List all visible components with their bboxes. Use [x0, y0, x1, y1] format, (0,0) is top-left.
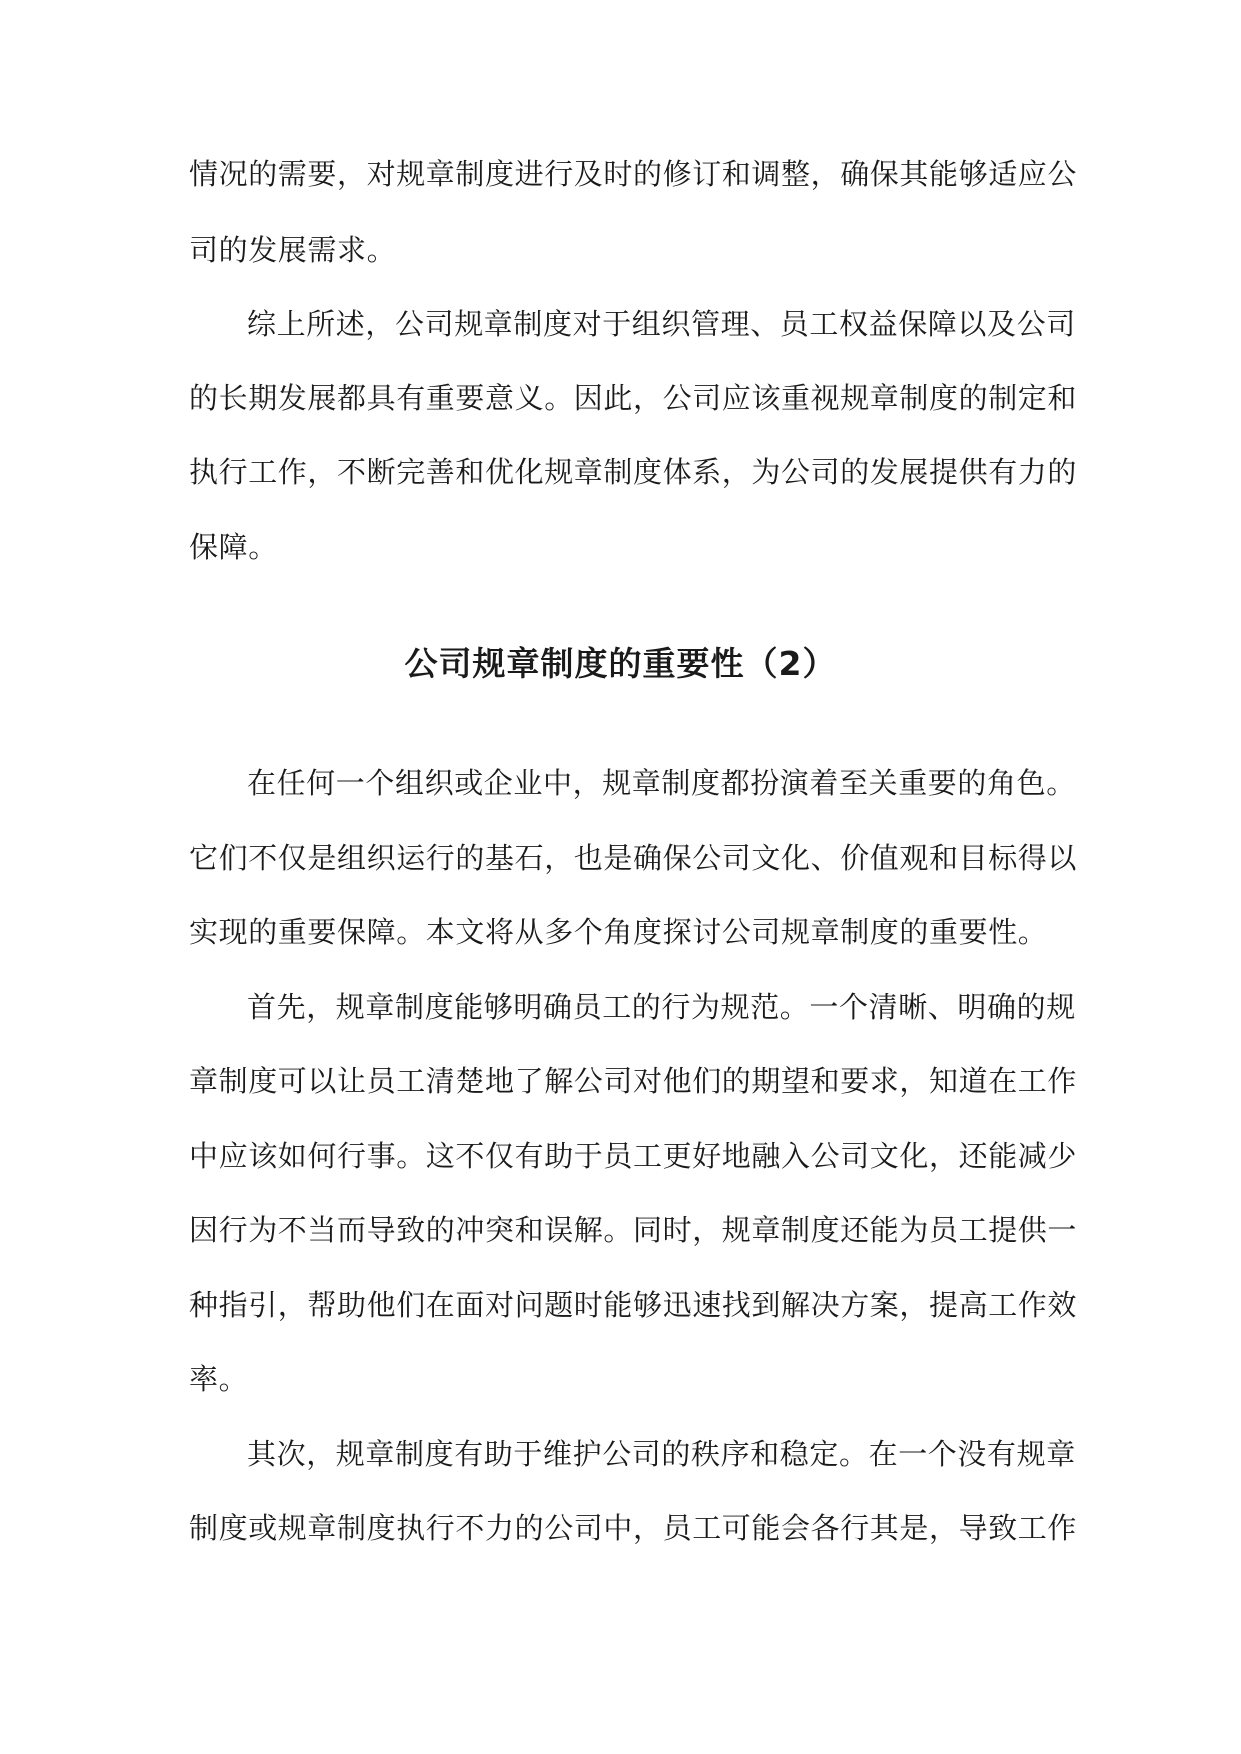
body-text-line: 章制度可以让员工清楚地了解公司对他们的期望和要求，知道在工作: [189, 1064, 1078, 1098]
body-text-line: 的长期发展都具有重要意义。因此，公司应该重视规章制度的制定和: [189, 381, 1078, 415]
section-title: 公司规章制度的重要性（2）: [404, 644, 837, 683]
body-text-line: 在任何一个组织或企业中，规章制度都扮演着至关重要的角色。: [247, 766, 1076, 800]
body-text-line: 它们不仅是组织运行的基石，也是确保公司文化、价值观和目标得以: [189, 841, 1078, 875]
body-text-line: 制度或规章制度执行不力的公司中，员工可能会各行其是，导致工作: [189, 1511, 1078, 1545]
body-text-line: 执行工作，不断完善和优化规章制度体系，为公司的发展提供有力的: [189, 455, 1078, 489]
body-text-line: 综上所述，公司规章制度对于组织管理、员工权益保障以及公司: [247, 307, 1076, 341]
body-text-line: 其次，规章制度有助于维护公司的秩序和稳定。在一个没有规章: [247, 1437, 1076, 1471]
body-text-line: 实现的重要保障。本文将从多个角度探讨公司规章制度的重要性。: [189, 915, 1048, 949]
body-text-line: 种指引，帮助他们在面对问题时能够迅速找到解决方案，提高工作效: [189, 1288, 1078, 1322]
body-text-line: 中应该如何行事。这不仅有助于员工更好地融入公司文化，还能减少: [189, 1139, 1078, 1173]
body-text-line: 率。: [189, 1362, 249, 1396]
body-text-line: 因行为不当而导致的冲突和误解。同时，规章制度还能为员工提供一: [189, 1213, 1078, 1247]
body-text-line: 司的发展需求。: [189, 233, 397, 267]
body-text-line: 首先，规章制度能够明确员工的行为规范。一个清晰、明确的规: [247, 990, 1076, 1024]
body-text-line: 保障。: [189, 530, 278, 564]
body-text-line: 情况的需要，对规章制度进行及时的修订和调整，确保其能够适应公: [189, 157, 1078, 191]
